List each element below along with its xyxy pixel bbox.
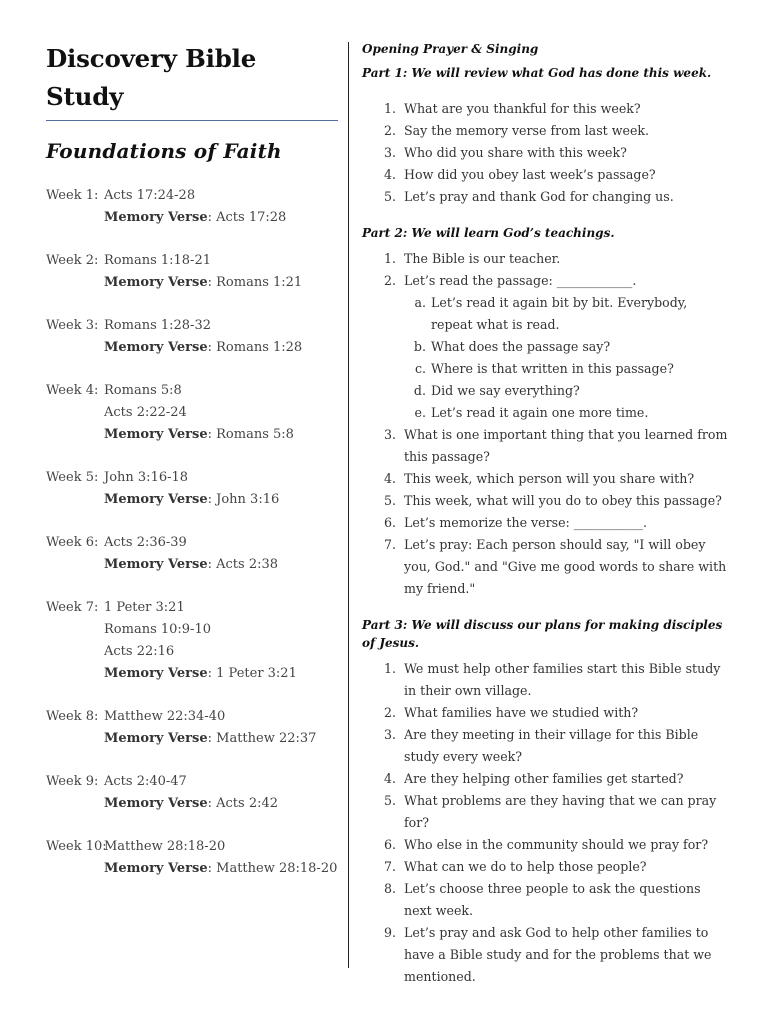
week-line (46, 185, 338, 207)
week-label: Week 10: (46, 839, 107, 854)
list-item (362, 270, 728, 424)
item-text: What problems are they having that we can pray for? (404, 793, 717, 830)
list-item (362, 142, 728, 164)
memory-verse-label: Memory Verse (104, 340, 208, 355)
scripture-reference: Romans 1:28-32 (104, 318, 211, 333)
item-number: 1. (383, 661, 396, 676)
memory-verse-label: Memory Verse (104, 557, 208, 572)
scripture-reference: Acts 22:16 (104, 644, 175, 659)
week-line (46, 532, 338, 554)
list-item (362, 878, 728, 922)
week-label-spacer (46, 489, 104, 511)
memory-verse (104, 793, 278, 815)
week-line (46, 402, 338, 424)
sub-list (404, 292, 728, 424)
memory-verse-label: Memory Verse (104, 492, 208, 507)
list-item (362, 790, 728, 834)
week-line (46, 836, 338, 858)
item-number: 2. (383, 123, 396, 138)
item-number: 3. (383, 727, 396, 742)
week-label: Week 4: (46, 383, 99, 398)
week-label (46, 402, 104, 424)
memory-verse-line (46, 489, 338, 511)
week-label-spacer (46, 793, 104, 815)
item-text: Let’s read the passage: ____________. (404, 273, 637, 288)
week-label-spacer (46, 663, 104, 685)
memory-verse (104, 663, 297, 685)
study-guide-column (362, 40, 728, 988)
item-number: 2. (383, 705, 396, 720)
week-block (46, 597, 338, 685)
week-line (46, 597, 338, 619)
schedule-column (46, 40, 338, 901)
memory-verse-line (46, 337, 338, 359)
part2-list (362, 248, 728, 600)
item-text: What is one important thing that you learned from this passage? (404, 427, 728, 464)
item-text: Let’s pray and thank God for changing us. (404, 189, 674, 204)
week-label: Week 5: (46, 470, 99, 485)
item-text: Let’s pray: Each person should say, "I will obey you, God." and "Give me good words to share with my friend." (404, 537, 727, 596)
memory-verse-reference: : Acts 2:38 (207, 557, 279, 572)
memory-verse-line (46, 663, 338, 685)
list-item (362, 164, 728, 186)
memory-verse-reference: : Romans 1:21 (207, 275, 303, 290)
memory-verse-reference: : Romans 1:28 (207, 340, 303, 355)
week-label: Week 7: (46, 600, 99, 615)
item-number: 5. (383, 493, 396, 508)
week-label: Week 6: (46, 535, 99, 550)
week-block (46, 380, 338, 446)
part1-list (362, 98, 728, 208)
item-number: 7. (383, 859, 396, 874)
item-number: 6. (383, 837, 396, 852)
week-label-spacer (46, 424, 104, 446)
memory-verse-reference: : John 3:16 (207, 492, 280, 507)
scripture-reference: Romans 1:18-21 (104, 253, 211, 268)
sub-item-letter: e. (414, 405, 426, 420)
list-item (362, 424, 728, 468)
list-item (362, 768, 728, 790)
document-subtitle: Foundations of Faith (46, 139, 282, 163)
item-text: What are you thankful for this week? (404, 101, 641, 116)
scripture-reference: Matthew 28:18-20 (104, 839, 226, 854)
scripture-reference: John 3:16-18 (104, 470, 189, 485)
memory-verse-reference: : Acts 17:28 (207, 210, 287, 225)
item-number: 8. (383, 881, 396, 896)
memory-verse-line (46, 858, 338, 880)
item-text: Who else in the community should we pray for? (404, 837, 709, 852)
document-title: Discovery Bible Study (46, 40, 338, 121)
memory-verse-reference: : 1 Peter 3:21 (207, 666, 297, 681)
list-item (362, 922, 728, 988)
sub-item-text: Let’s read it again one more time. (431, 405, 649, 420)
item-number: 5. (383, 189, 396, 204)
memory-verse-reference: : Matthew 22:37 (207, 731, 317, 746)
sub-item-text: What does the passage say? (431, 339, 611, 354)
memory-verse-reference: : Acts 2:42 (207, 796, 279, 811)
list-item (362, 534, 728, 600)
week-block (46, 250, 338, 294)
week-label (46, 641, 104, 663)
sub-item-text: Did we say everything? (431, 383, 580, 398)
sub-list-item (404, 402, 728, 424)
scripture-reference: Romans 10:9-10 (104, 622, 211, 637)
week-label: Week 3: (46, 318, 99, 333)
week-line (46, 250, 338, 272)
item-text: Let’s choose three people to ask the questions next week. (404, 881, 701, 918)
item-text: This week, what will you do to obey this passage? (404, 493, 722, 508)
week-block (46, 467, 338, 511)
memory-verse (104, 728, 316, 750)
list-item (362, 186, 728, 208)
memory-verse-label: Memory Verse (104, 861, 208, 876)
list-item (362, 702, 728, 724)
memory-verse-line (46, 728, 338, 750)
list-item (362, 658, 728, 702)
scripture-reference: Acts 2:40-47 (104, 774, 187, 789)
sub-list-item (404, 336, 728, 358)
item-text: What families have we studied with? (404, 705, 639, 720)
week-label: Week 2: (46, 253, 99, 268)
list-item (362, 468, 728, 490)
memory-verse-line (46, 272, 338, 294)
item-text: Let’s memorize the verse: ___________. (404, 515, 648, 530)
memory-verse (104, 207, 286, 229)
sub-list-item (404, 292, 728, 336)
memory-verse-reference: : Romans 5:8 (207, 427, 294, 442)
week-line (46, 619, 338, 641)
sub-item-letter: a. (414, 295, 426, 310)
memory-verse-label: Memory Verse (104, 210, 208, 225)
item-number: 3. (383, 427, 396, 442)
memory-verse-label: Memory Verse (104, 796, 208, 811)
scripture-reference: Acts 17:24-28 (104, 188, 196, 203)
scripture-reference: Acts 2:22-24 (104, 405, 187, 420)
scripture-reference: 1 Peter 3:21 (104, 600, 185, 615)
part3-heading: Part 3: We will discuss our plans for making disciples of Jesus. (362, 618, 723, 650)
item-text: Are they meeting in their village for this Bible study every week? (404, 727, 699, 764)
memory-verse-label: Memory Verse (104, 731, 208, 746)
list-item (362, 98, 728, 120)
part1-heading: Part 1: We will review what God has done this week. (362, 66, 712, 80)
item-text: The Bible is our teacher. (404, 251, 561, 266)
item-number: 2. (383, 273, 396, 288)
item-text: What can we do to help those people? (404, 859, 647, 874)
list-item (362, 834, 728, 856)
week-line (46, 771, 338, 793)
memory-verse (104, 272, 302, 294)
memory-verse-line (46, 554, 338, 576)
list-item (362, 120, 728, 142)
list-item (362, 248, 728, 270)
item-number: 9. (383, 925, 396, 940)
memory-verse (104, 424, 294, 446)
memory-verse-line (46, 793, 338, 815)
memory-verse (104, 337, 302, 359)
item-number: 4. (383, 167, 396, 182)
week-block (46, 315, 338, 359)
week-label-spacer (46, 728, 104, 750)
item-number: 6. (383, 515, 396, 530)
sub-item-text: Where is that written in this passage? (431, 361, 674, 376)
sub-item-text: Let’s read it again bit by bit. Everybody, repeat what is read. (431, 295, 688, 332)
week-label: Week 9: (46, 774, 99, 789)
week-label: Week 8: (46, 709, 99, 724)
memory-verse (104, 858, 337, 880)
sub-item-letter: d. (413, 383, 426, 398)
memory-verse-line (46, 424, 338, 446)
week-block (46, 706, 338, 750)
item-number: 4. (383, 771, 396, 786)
week-schedule (46, 185, 338, 880)
week-line (46, 380, 338, 402)
memory-verse-label: Memory Verse (104, 275, 208, 290)
item-number: 4. (383, 471, 396, 486)
sub-item-letter: c. (414, 361, 426, 376)
memory-verse-label: Memory Verse (104, 427, 208, 442)
item-text: Say the memory verse from last week. (404, 123, 650, 138)
sub-list-item (404, 380, 728, 402)
scripture-reference: Acts 2:36-39 (104, 535, 187, 550)
item-text: Are they helping other families get started? (404, 771, 684, 786)
memory-verse-label: Memory Verse (104, 666, 208, 681)
memory-verse (104, 489, 279, 511)
list-item (362, 512, 728, 534)
item-text: This week, which person will you share with? (404, 471, 695, 486)
memory-verse (104, 554, 278, 576)
week-block (46, 532, 338, 576)
item-text: Who did you share with this week? (404, 145, 627, 160)
week-label-spacer (46, 554, 104, 576)
sub-item-letter: b. (413, 339, 426, 354)
week-label-spacer (46, 337, 104, 359)
item-number: 1. (383, 101, 396, 116)
week-label-spacer (46, 207, 104, 229)
item-number: 7. (383, 537, 396, 552)
item-text: Let’s pray and ask God to help other families to have a Bible study and for the problems that we mentioned. (404, 925, 712, 984)
week-label-spacer (46, 272, 104, 294)
memory-verse-reference: : Matthew 28:18-20 (207, 861, 338, 876)
week-block (46, 185, 338, 229)
sub-list-item (404, 358, 728, 380)
week-label-spacer (46, 858, 104, 880)
week-block (46, 771, 338, 815)
memory-verse-line (46, 207, 338, 229)
week-line (46, 467, 338, 489)
column-divider (348, 42, 349, 968)
week-line (46, 706, 338, 728)
scripture-reference: Romans 5:8 (104, 383, 182, 398)
item-text: How did you obey last week’s passage? (404, 167, 656, 182)
week-line (46, 641, 338, 663)
part2-heading: Part 2: We will learn God’s teachings. (362, 226, 615, 240)
item-number: 3. (383, 145, 396, 160)
item-number: 1. (383, 251, 396, 266)
list-item (362, 856, 728, 878)
week-block (46, 836, 338, 880)
scripture-reference: Matthew 22:34-40 (104, 709, 226, 724)
week-line (46, 315, 338, 337)
week-label (46, 619, 104, 641)
list-item (362, 724, 728, 768)
item-number: 5. (383, 793, 396, 808)
part3-list (362, 658, 728, 988)
list-item (362, 490, 728, 512)
item-text: We must help other families start this Bible study in their own village. (404, 661, 721, 698)
opening-heading: Opening Prayer & Singing (362, 42, 539, 56)
week-label: Week 1: (46, 188, 99, 203)
